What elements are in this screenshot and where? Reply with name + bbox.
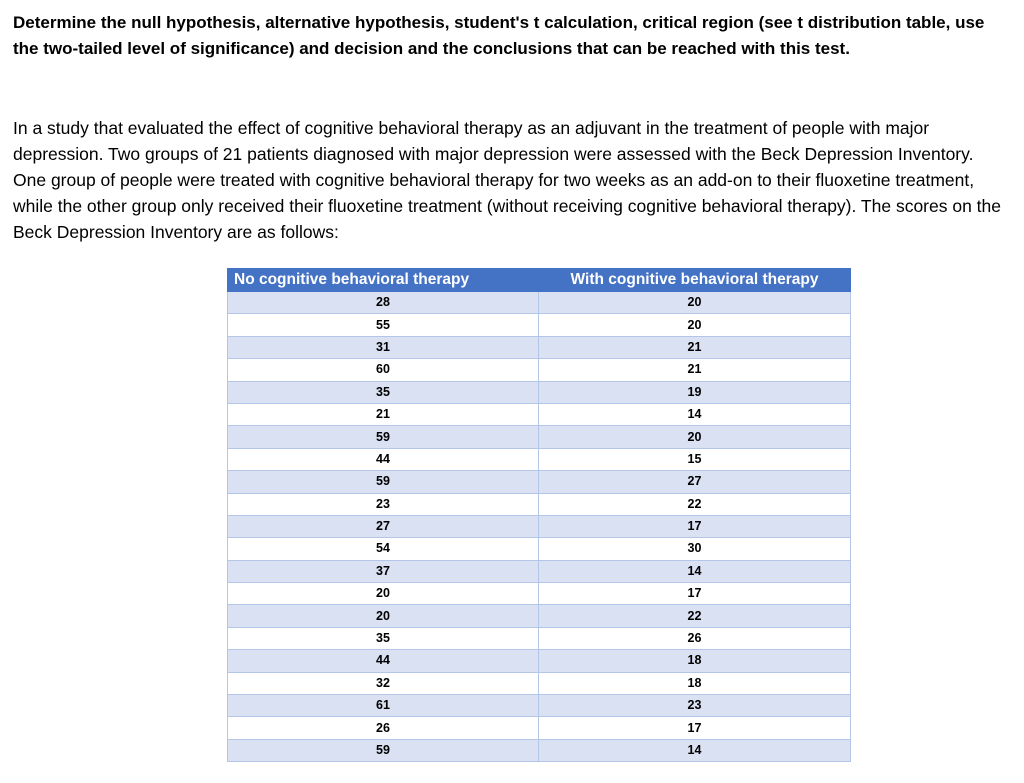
table-row [228,515,851,537]
cell-with-cbt: 17 [539,583,851,605]
cell-with-cbt: 30 [539,538,851,560]
cell-with-cbt: 15 [539,448,851,470]
cell-with-cbt: 19 [539,381,851,403]
cell-no-cbt: 55 [228,314,539,336]
cell-no-cbt: 20 [228,605,539,627]
cell-with-cbt: 20 [539,292,851,314]
cell-with-cbt: 14 [539,403,851,425]
cell-no-cbt: 54 [228,538,539,560]
cell-with-cbt: 18 [539,650,851,672]
table-row [228,292,851,314]
cell-with-cbt: 18 [539,672,851,694]
cell-with-cbt: 14 [539,739,851,761]
scores-table [227,268,851,762]
cell-with-cbt: 27 [539,471,851,493]
cell-no-cbt: 32 [228,672,539,694]
table-row [228,560,851,582]
cell-with-cbt: 21 [539,359,851,381]
table-row [228,403,851,425]
table-body [228,292,851,762]
cell-with-cbt: 21 [539,336,851,358]
cell-no-cbt: 21 [228,403,539,425]
table-row [228,739,851,761]
cell-no-cbt: 60 [228,359,539,381]
cell-with-cbt: 22 [539,493,851,515]
table-row [228,650,851,672]
table-row [228,314,851,336]
table-row [228,695,851,717]
table-row [228,672,851,694]
cell-with-cbt: 26 [539,627,851,649]
cell-with-cbt: 17 [539,515,851,537]
cell-no-cbt: 44 [228,650,539,672]
cell-with-cbt: 20 [539,426,851,448]
table-row [228,381,851,403]
table-row [228,583,851,605]
table-row [228,493,851,515]
cell-with-cbt: 20 [539,314,851,336]
cell-with-cbt: 14 [539,560,851,582]
cell-no-cbt: 44 [228,448,539,470]
table-row [228,448,851,470]
table-row [228,717,851,739]
cell-no-cbt: 35 [228,381,539,403]
cell-no-cbt: 59 [228,471,539,493]
table-row [228,627,851,649]
table-row [228,426,851,448]
cell-with-cbt: 22 [539,605,851,627]
cell-no-cbt: 61 [228,695,539,717]
cell-no-cbt: 37 [228,560,539,582]
cell-with-cbt: 17 [539,717,851,739]
header-no-cbt: No cognitive behavioral therapy [228,269,539,292]
header-with-cbt: With cognitive behavioral therapy [539,269,851,292]
study-description: In a study that evaluated the effect of cognitive behavioral therapy as an adjuvant in the treatment of people with major depression. Two groups of 21 patients diagnosed with major depression were assessed with the Beck Depression Inventory. One group of people were treated with cognitive behavioral therapy for two weeks as an add-on to their fluoxetine treatment, while the other group only received their fluoxetine treatment (without receiving cognitive behavioral therapy). The scores on the Beck Depression Inventory are as follows: [13,118,1001,242]
cell-no-cbt: 31 [228,336,539,358]
cell-no-cbt: 26 [228,717,539,739]
table-row [228,605,851,627]
cell-no-cbt: 20 [228,583,539,605]
cell-no-cbt: 59 [228,739,539,761]
cell-no-cbt: 59 [228,426,539,448]
cell-no-cbt: 35 [228,627,539,649]
cell-no-cbt: 27 [228,515,539,537]
scores-table-container [227,268,850,762]
table-row [228,336,851,358]
question-text: Determine the null hypothesis, alternative hypothesis, student's t calculation, critical region (see t distribution table, use the two-tailed level of significance) and decision and the conclusions that can be reached with this test. [13,13,985,58]
cell-with-cbt: 23 [539,695,851,717]
table-row [228,471,851,493]
cell-no-cbt: 28 [228,292,539,314]
table-header-row [228,269,851,292]
table-row [228,538,851,560]
table-row [228,359,851,381]
cell-no-cbt: 23 [228,493,539,515]
